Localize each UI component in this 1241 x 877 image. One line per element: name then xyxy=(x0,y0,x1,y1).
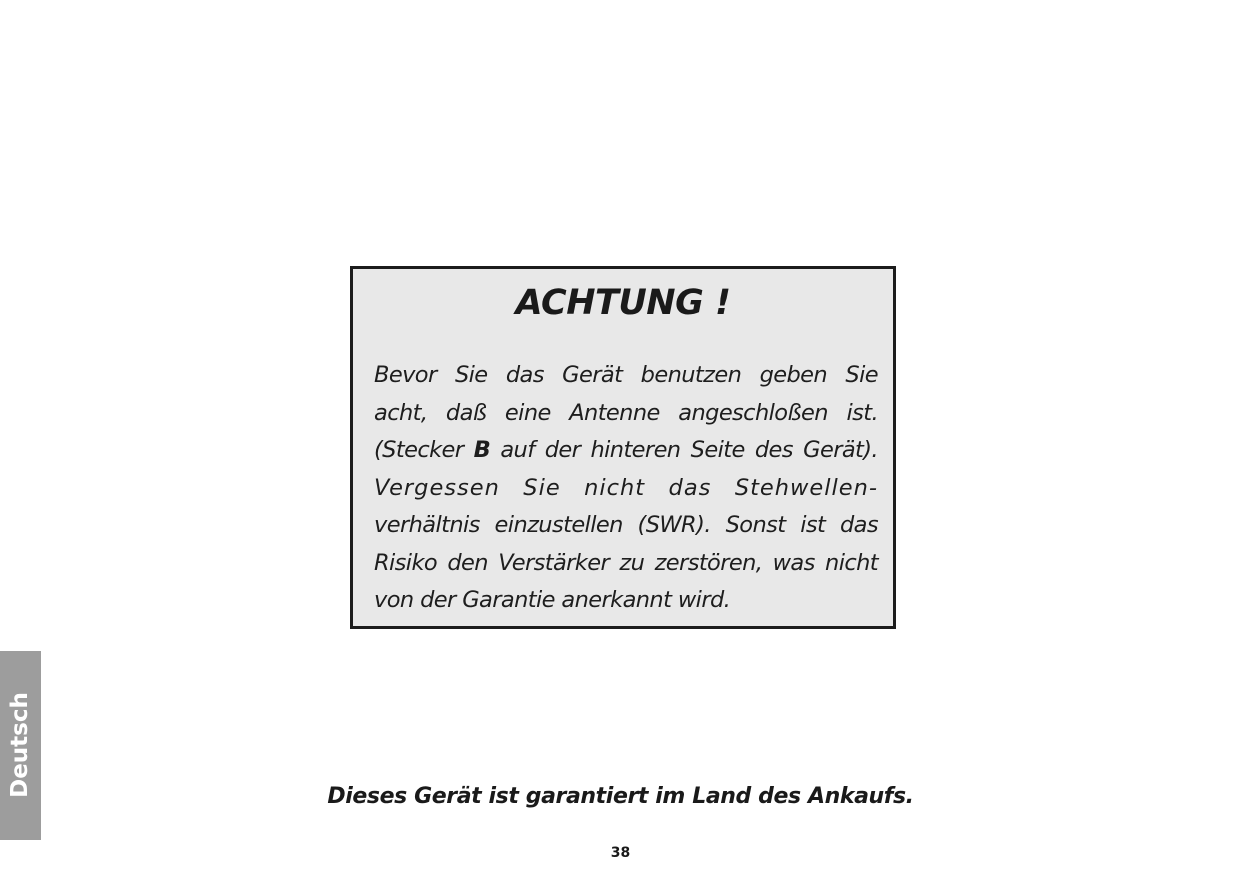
warning-line: von der Garantie anerkannt wird. xyxy=(374,587,731,613)
warning-line: acht, daß eine Antenne angeschloßen ist. xyxy=(374,399,878,426)
language-tab-label: Deutsch xyxy=(7,692,33,798)
connector-suffix: auf der hinteren Seite des Gerät). xyxy=(500,437,878,463)
warning-line: Risiko den Verstärker zu zerstören, was nicht xyxy=(374,549,878,576)
warning-line: Bevor Sie das Gerät benutzen geben Sie xyxy=(374,362,878,388)
warning-box xyxy=(350,266,896,629)
warning-line: Vergessen Sie nicht das Stehwellen- xyxy=(374,474,878,501)
guarantee-note: Dieses Gerät ist garantiert im Land des Ankaufs. xyxy=(327,784,914,809)
warning-line: verhältnis einzustellen (SWR). Sonst ist das xyxy=(374,512,878,538)
page-number: 38 xyxy=(610,845,631,861)
connector-prefix: (Stecker xyxy=(374,437,464,463)
connector-letter: B xyxy=(473,437,491,463)
warning-title: ACHTUNG ! xyxy=(515,283,731,323)
warning-line xyxy=(374,434,878,466)
